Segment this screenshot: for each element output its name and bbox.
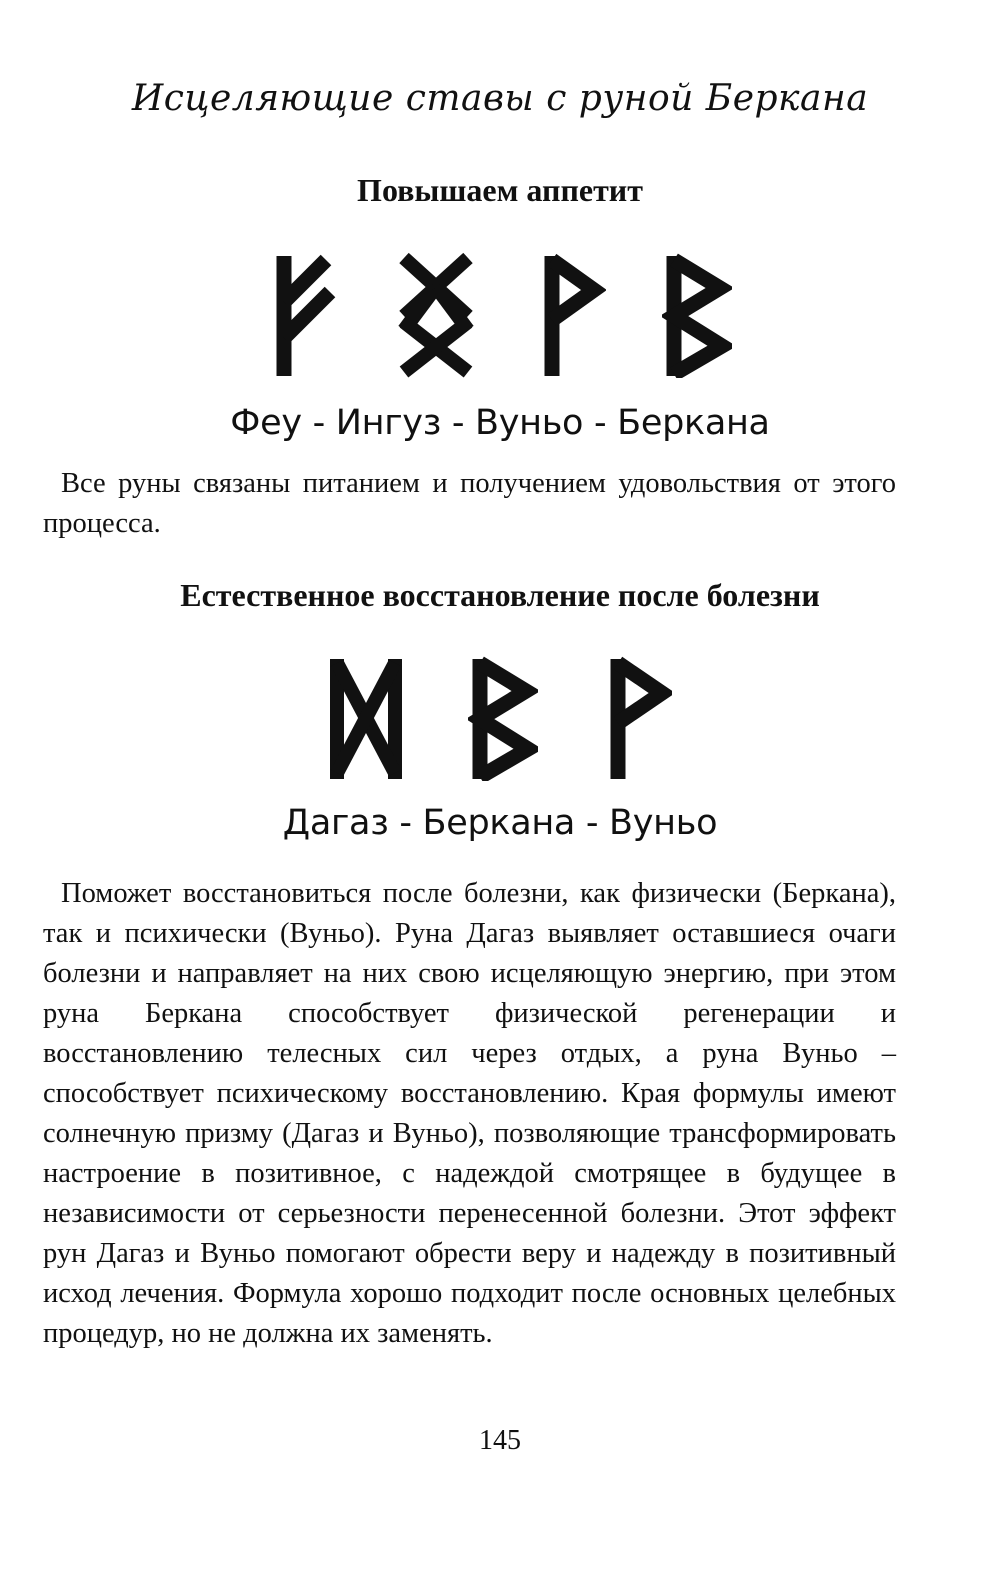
ingwaz-rune-icon (396, 252, 476, 378)
dagaz-rune-icon (328, 655, 404, 781)
description-appetite: Все руны связаны питанием и получением удовольствия от этого процесса. (43, 468, 896, 539)
formula-caption-appetite: Феу - Ингуз - Вуньо - Беркана (230, 403, 770, 443)
rune-formula-appetite (0, 252, 1000, 378)
wunjo-rune-icon (602, 655, 672, 781)
page-number: 145 (479, 1425, 521, 1456)
berkana-rune-icon (468, 655, 538, 781)
description-recovery: Поможет восстановиться после болезни, как физически (Беркана), так и психически (Вуньо). Руна Дагаз выявляет оставшиеся очаги болезни и направляет на них свою исцеляющую энергию, при этом руна Беркана способствует физической регенерации и восстановлению телесных сил через отдых, а руна Вуньо – способствует психическому восстановлению. Края формулы имеют солнечную призму (Дагаз и Вуньо), позволяющие трансформировать настроение в позитивное, с надеждой смотрящее в будущее в независимости от серьезности перенесенной болезни. Этот эффект рун Дагаз и Вуньо помогают обрести веру и надежду в позитивный исход лечения. Формула хорошо подходит после основных целебных процедур, но не должна их заменять. (43, 878, 896, 1349)
fehu-rune-icon (268, 252, 340, 378)
rune-formula-recovery (0, 655, 1000, 781)
section-title-appetite: Повышаем аппетит (357, 172, 643, 208)
berkana-rune-icon (662, 252, 732, 378)
running-title: Исцеляющие ставы с руной Беркана (131, 78, 869, 119)
section-title-recovery: Естественное восстановление после болезни (180, 577, 820, 613)
formula-caption-recovery: Дагаз - Беркана - Вуньо (282, 803, 718, 843)
wunjo-rune-icon (536, 252, 606, 378)
